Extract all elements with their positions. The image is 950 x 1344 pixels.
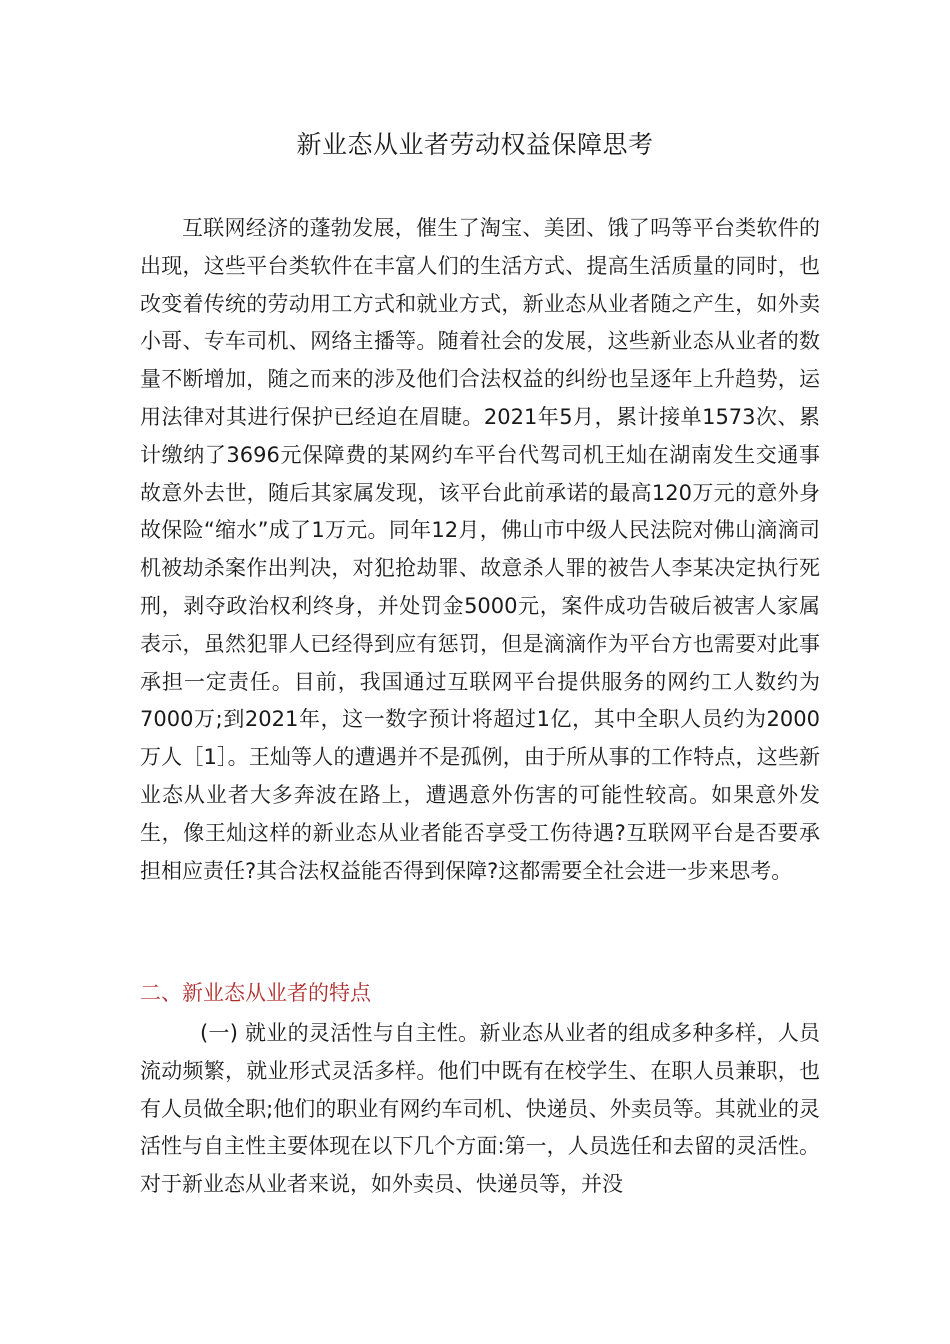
intro-paragraph: 互联网经济的蓬勃发展，催生了淘宝、美团、饿了吗等平台类软件的出现，这些平台类软件在丰富人们的生活方式、提高生活质量的同时，也改变着传统的劳动用工方式和就业方式，新业态从业者随之产生，如外卖小哥、专车司机、网络主播等。随着社会的发展，这些新业态从业者的数量不断增加，随之而来的涉及他们合法权益的纠纷也呈逐年上升趋势，运用法律对其进行保护已经迫在眉睫。2021年5月，累计接单1573次、累计缴纳了3696元保障费的某网约车平台代驾司机王灿在湖南发生交通事故意外去世，随后其家属发现，该平台此前承诺的最高120万元的意外身故保险“缩水”成了1万元。同年12月，佛山市中级人民法院对佛山滴滴司机被劫杀案作出判决，对犯抢劫罪、故意杀人罪的被告人李某决定执行死刑，剥夺政治权利终身，并处罚金5000元，案件成功告破后被害人家属表示，虽然犯罪人已经得到应有惩罚，但是滴滴作为平台方也需要对此事承担一定责任。目前，我国通过互联网平台提供服务的网约工人数约为7000万;到2021年，这一数字预计将超过1亿，其中全职人员约为2000万人［1］。王灿等人的遭遇并不是孤例，由于所从事的工作特点，这些新业态从业者大多奔波在路上，遭遇意外伤害的可能性较高。如果意外发生，像王灿这样的新业态从业者能否享受工伤待遇?互联网平台是否要承担相应责任?其合法权益能否得到保障?这都需要全社会进一步来思考。 (140, 216, 820, 883)
section-heading: 二、新业态从业者的特点 (140, 981, 371, 1005)
section-paragraph: (一) 就业的灵活性与自主性。新业态从业者的组成多种多样，人员流动频繁，就业形式灵活多样。他们中既有在校学生、在职人员兼职，也有人员做全职;他们的职业有网约车司机、快递员、外卖员等。其就业的灵活性与自主性主要体现在以下几个方面:第一，人员选任和去留的灵活性。对于新业态从业者来说，如外卖员、快递员等，并没 (140, 1021, 820, 1197)
document-title: 新业态从业者劳动权益保障思考 (296, 130, 654, 159)
